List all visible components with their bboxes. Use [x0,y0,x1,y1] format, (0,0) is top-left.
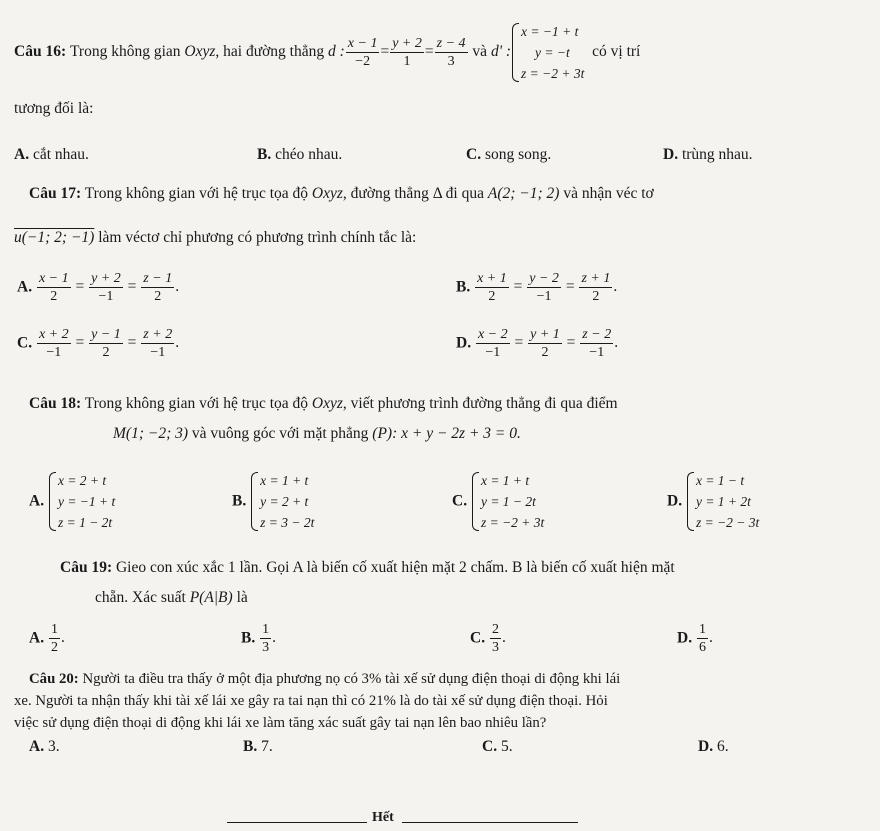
q16-option-b[interactable] [257,146,342,164]
q18-line-2 [113,425,521,443]
option-label: B. [241,629,256,647]
option-label: C. [482,738,498,755]
q17-vector: u(−1; 2; −1) [14,229,95,246]
q18-text-c: và vuông góc với mặt phẳng [191,425,369,442]
q17-frac: $\frac{y + 1}{2}$ [530,327,560,360]
q16-line-d2-name: d' : [490,43,512,60]
q18-system: x = 1 − t y = 1 + 2t z = −2 − 3t [686,470,759,533]
q17-frac: $\frac{x - 2}{-1}$ [477,327,508,360]
q16-system-line: y = −t [535,44,570,60]
q17-text-b: , đường thẳng Δ đi qua [342,185,484,202]
q19-prob: P(A|B) [189,589,233,606]
option-label: D. [456,334,472,352]
q18-option-d[interactable] [667,470,759,533]
option-text: song song. [484,146,552,163]
q18-system: x = 2 + t y = −1 + t z = 1 − 2t [48,470,115,533]
q17-option-b[interactable]: B. $\frac{x + 1}{2}$ = $\frac{y - 2}{-1}$ = $\frac{z + 1}{2}$ . [456,271,618,304]
footer-rule-left [227,822,367,823]
q18-option-a[interactable] [29,470,115,533]
q16-space: Oxyz [184,43,216,60]
q18-option-c[interactable] [452,470,544,533]
option-text: 7. [261,738,273,755]
option-label: C. [470,629,486,647]
q20-line-3: việc sử dụng điện thoại di động khi lái xe làm tăng xác suất gây tai nạn lên bao nhiêu lần? [14,715,547,731]
footer-end-text: Hết [372,810,394,825]
q16-frac-3: $\frac{z - 4}{3}$ [436,35,466,69]
equals-sign: = [424,43,434,60]
q20-option-a[interactable] [29,738,60,756]
q17-frac: $\frac{y - 1}{2}$ [91,327,121,360]
q19-frac: $\frac{1}{2}$ [50,622,58,655]
q20-line-2: xe. Người ta nhận thấy khi tài xế lái xe gây ra tai nạn thì có 21% là do tài xế sử dụng điện thoại. Hỏi [14,693,608,709]
q17-frac: $\frac{x + 1}{2}$ [477,271,507,304]
q19-is: là [236,589,248,606]
q16-system-line: z = −2 + 3t [521,65,585,81]
q19-option-b[interactable]: B. $\frac{1}{3}$ . [241,622,276,655]
option-label: D. [677,629,693,647]
q17-frac: $\frac{z + 1}{2}$ [581,271,611,304]
q19-frac: $\frac{1}{6}$ [698,622,706,655]
option-label: A. [29,738,45,755]
q18-space: Oxyz [311,395,343,412]
q16-frac-2: $\frac{y + 2}{1}$ [392,35,422,69]
q17-frac: $\frac{x + 2}{-1}$ [38,327,69,360]
q16-option-d[interactable] [663,146,753,164]
q17-line-2 [14,229,416,247]
option-text: cắt nhau. [32,146,89,163]
q16-system [511,21,584,84]
q17-option-d[interactable]: D. $\frac{x - 2}{-1}$ = $\frac{y + 1}{2}$ = $\frac{z - 2}{-1}$ . [456,327,619,360]
option-label: C. [452,492,468,510]
option-label: C. [17,334,33,352]
question-20-stem [29,671,620,688]
equals-sign: = [380,43,390,60]
q18-text-a: Trong không gian với hệ trục tọa độ [84,395,309,412]
q17-text-c: và nhận véc tơ [563,185,654,202]
q19-frac: $\frac{2}{3}$ [491,622,499,655]
q16-line-2: tương đối là: [14,100,94,117]
q17-frac: $\frac{y - 2}{-1}$ [529,271,559,304]
q17-frac: $\frac{z + 2}{-1}$ [143,327,173,360]
q18-system: x = 1 + t y = 1 − 2t z = −2 + 3t [471,470,544,533]
q20-option-b[interactable] [243,738,273,756]
footer-rule-right [402,822,578,823]
question-19-stem [60,559,675,577]
option-text: 3. [47,738,60,755]
question-18-stem [29,395,618,413]
option-label: A. [29,492,45,510]
question-17-stem [29,185,654,203]
q16-option-c[interactable] [466,146,551,164]
q17-point: A(2; −1; 2) [487,185,560,202]
q16-system-line: x = −1 + t [521,23,579,39]
q19-text-a: Gieo con xúc xắc 1 lần. Gọi A là biến cố xuất hiện mặt 2 chấm. B là biến cố xuất hiện mặt [115,559,675,576]
option-label: C. [466,146,482,163]
option-text: chéo nhau. [275,146,343,163]
q18-system: x = 1 + t y = 2 + t z = 3 − 2t [250,470,314,533]
q17-frac: $\frac{z - 1}{2}$ [143,271,173,304]
question-16-stem [14,22,640,82]
q16-line-d-name: d : [328,43,345,60]
q19-option-d[interactable]: D. $\frac{1}{6}$ . [677,622,713,655]
option-text: trùng nhau. [681,146,753,163]
q19-text-b: chẵn. Xác suất [95,589,186,606]
question-19-label: Câu 19: [60,559,113,576]
option-label: B. [243,738,258,755]
q18-point: M(1; −2; 3) [113,425,189,442]
q20-option-d[interactable] [698,738,729,756]
q17-option-a[interactable]: A. $\frac{x - 1}{2}$ = $\frac{y + 2}{-1}$ = $\frac{z - 1}{2}$ . [17,271,180,304]
q16-and: và [472,43,488,60]
q18-plane: (P): x + y − 2z + 3 = 0. [372,425,521,442]
q20-text-a: Người ta điều tra thấy ở một địa phương nọ có 3% tài xế sử dụng điện thoại di động khi lái [82,671,621,687]
question-18-label: Câu 18: [29,395,82,412]
option-label: D. [663,146,679,163]
option-label: B. [257,146,272,163]
option-label: A. [29,629,45,647]
option-label: A. [17,278,33,296]
option-label: B. [456,278,471,296]
option-label: D. [698,738,714,755]
option-label: B. [232,492,247,510]
q17-option-c[interactable]: C. $\frac{x + 2}{-1}$ = $\frac{y - 1}{2}$ = $\frac{z + 2}{-1}$ . [17,327,180,360]
question-16-label: Câu 16: [14,43,67,60]
q16-text-a: Trong không gian [69,43,181,60]
q17-text-a: Trong không gian với hệ trục tọa độ [84,185,309,202]
q16-option-a[interactable] [14,146,89,164]
q18-option-b[interactable] [232,470,314,533]
question-17-label: Câu 17: [29,185,82,202]
option-text: 6. [716,738,729,755]
q16-text-b: , hai đường thẳng [215,43,325,60]
q17-frac: $\frac{y + 2}{-1}$ [91,271,121,304]
q19-frac: $\frac{1}{3}$ [262,622,270,655]
q17-frac: $\frac{z - 2}{-1}$ [582,327,612,360]
q19-option-c[interactable]: C. $\frac{2}{3}$ . [470,622,506,655]
q17-space: Oxyz [311,185,343,202]
q18-text-b: , viết phương trình đường thẳng đi qua điểm [342,395,618,412]
q17-text-d: làm véctơ chỉ phương có phương trình chính tắc là: [98,229,417,246]
option-label: A. [14,146,30,163]
q19-option-a[interactable]: A. $\frac{1}{2}$ . [29,622,65,655]
q16-frac-1: $\frac{x - 1}{-2}$ [347,35,378,69]
q20-option-c[interactable] [482,738,513,756]
option-label: D. [667,492,683,510]
q16-tail: có vị trí [592,43,641,60]
question-20-label: Câu 20: [29,671,79,687]
q19-line-2 [95,589,248,607]
q17-frac: $\frac{x - 1}{2}$ [38,271,69,304]
option-text: 5. [500,738,513,755]
